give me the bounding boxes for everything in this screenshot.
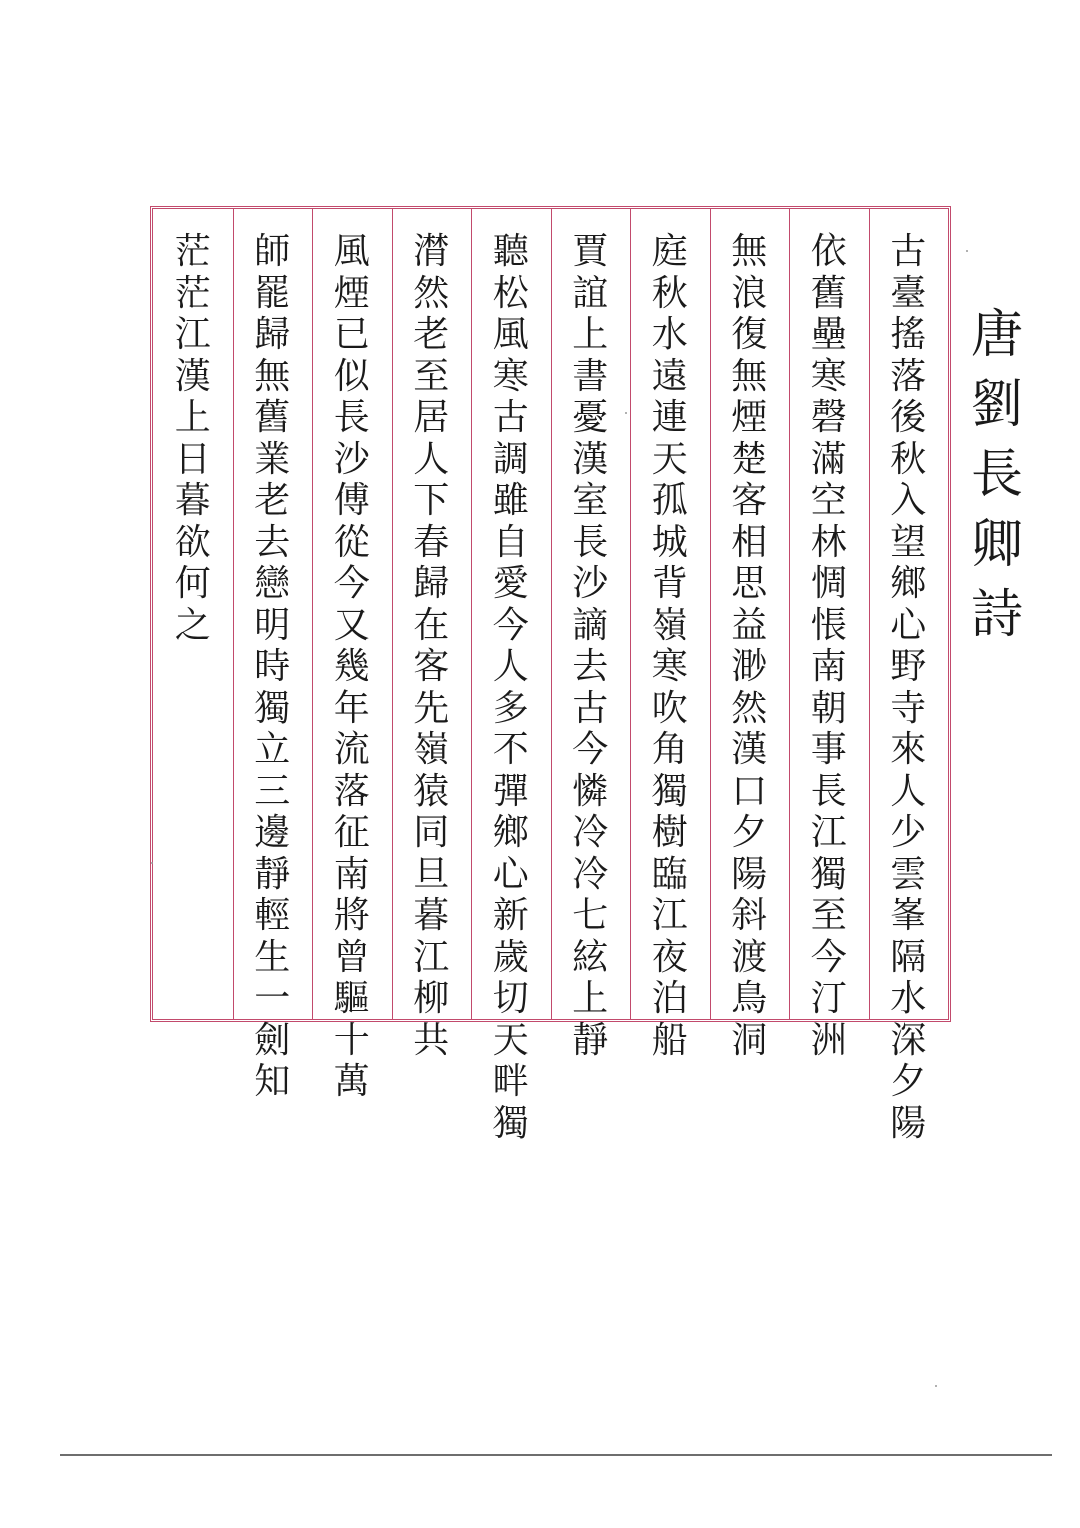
poem-character: 畔 [492,1061,529,1102]
poem-character: 居 [413,397,450,438]
poem-character: 長 [810,770,847,812]
poem-character: 客 [413,646,450,687]
poem-column [710,209,790,1061]
poem-character: 寒 [492,355,529,397]
poem-character: 從 [333,521,370,563]
poem-character: 之 [174,604,211,646]
poem-character: 口 [731,770,768,812]
paper-speck [935,1385,937,1387]
poem-character: 在 [413,604,450,646]
poem-character: 楚 [731,438,768,480]
poem-character: 日 [174,438,211,480]
poem-character: 角 [651,729,688,770]
poem-character: 搖 [890,314,927,355]
poem-character: 來 [890,729,927,770]
poem-character: 長 [572,521,609,563]
poem-character: 劍 [254,1019,291,1061]
poem-character: 歸 [413,563,450,604]
poem-character: 漢 [731,729,768,770]
poem-character: 十 [333,1019,370,1061]
poem-character: 獨 [254,687,291,729]
poem-column [789,209,869,1061]
poem-character: 船 [651,1019,688,1061]
poem-character: 江 [174,314,211,355]
poem-character: 漢 [174,355,211,397]
poem-character: 猿 [413,770,450,812]
poem-character: 柳 [413,978,450,1019]
poem-character: 今 [810,936,847,978]
poem-character: 夕 [731,812,768,853]
poem-character: 邊 [254,812,291,853]
paper-speck [625,412,627,414]
poem-character: 今 [572,729,609,770]
poem-character: 獨 [651,770,688,812]
poem-character: 謫 [572,604,609,646]
poem-character: 彈 [492,770,529,812]
poem-character: 渺 [731,646,768,687]
poem-character: 暮 [174,480,211,521]
poem-character: 庭 [651,231,688,272]
poem-character: 下 [413,480,450,521]
poem-character: 春 [413,521,450,563]
poem-character: 愛 [492,563,529,604]
poem-character: 立 [254,729,291,770]
writing-grid [150,206,951,1144]
poem-character: 寺 [890,687,927,729]
poem-character: 雲 [890,853,927,895]
poem-character: 遠 [651,355,688,397]
poem-character: 落 [333,770,370,812]
poem-character: 舊 [254,397,291,438]
poem-character: 調 [492,438,529,480]
poem-character: 似 [333,355,370,397]
page-bottom-line [60,1454,1052,1456]
poem-character: 益 [731,604,768,646]
poem-character: 一 [254,978,291,1019]
poem-character: 先 [413,687,450,729]
poem-character: 鄉 [890,563,927,604]
poem-character: 事 [810,729,847,770]
poem-character: 滿 [810,438,847,480]
poem-character: 依 [810,231,847,272]
poem-character: 室 [572,480,609,521]
poem-character: 師 [254,231,291,272]
poem-character: 陽 [890,1102,927,1144]
poem-character: 靜 [572,1019,609,1061]
poem-character: 城 [651,521,688,563]
poem-character: 心 [890,604,927,646]
poem-column [153,209,233,1019]
poem-character: 上 [572,314,609,355]
poem-character: 惆 [810,563,847,604]
poem-character: 七 [572,895,609,936]
poem-character: 水 [890,978,927,1019]
poem-character: 渡 [731,936,768,978]
poem-character: 誼 [572,272,609,314]
poem-character: 無 [731,355,768,397]
poem-character: 歸 [254,314,291,355]
poem-character: 老 [254,480,291,521]
poem-character: 自 [492,521,529,563]
poem-character: 萬 [333,1061,370,1102]
poem-character: 陽 [731,853,768,895]
poem-character: 斜 [731,895,768,936]
poem-character: 賈 [572,231,609,272]
poem-character: 嶺 [413,729,450,770]
poem-character: 人 [890,770,927,812]
poem-character: 傅 [333,480,370,521]
poem-character: 欲 [174,521,211,563]
poem-character: 時 [254,646,291,687]
poem-character: 多 [492,687,529,729]
poem-character: 秋 [890,438,927,480]
poem-character: 連 [651,397,688,438]
poem-character: 靜 [254,853,291,895]
poem-character: 同 [413,812,450,853]
poem-character: 憐 [572,770,609,812]
poem-character: 曾 [333,936,370,978]
poem-character: 征 [333,812,370,853]
poem-character: 望 [890,521,927,563]
poem-character: 流 [333,729,370,770]
poem-character: 朝 [810,687,847,729]
poem-character: 共 [413,1019,450,1061]
poem-character: 寒 [651,646,688,687]
poem-column [392,209,472,1061]
poem-character: 知 [254,1061,291,1102]
poem-character: 何 [174,563,211,604]
poem-character: 天 [492,1019,529,1061]
poem-character: 入 [890,480,927,521]
poem-character: 洲 [810,1019,847,1061]
title-character: 長 [970,445,1023,505]
poem-character: 南 [333,853,370,895]
poem-character: 明 [254,604,291,646]
poem-character: 秋 [651,272,688,314]
poem-character: 古 [492,397,529,438]
poem-character: 又 [333,604,370,646]
title-character: 詩 [970,585,1023,645]
poem-character: 水 [651,314,688,355]
poem-character: 林 [810,521,847,563]
poem-column [312,209,392,1102]
poem-character: 相 [731,521,768,563]
poem-character: 去 [254,521,291,563]
poem-character: 後 [890,397,927,438]
poem-character: 茫 [174,272,211,314]
poem-character: 生 [254,936,291,978]
poem-character: 輕 [254,895,291,936]
poem-character: 天 [651,438,688,480]
poem-column [551,209,631,1061]
poem-character: 旦 [413,853,450,895]
poem-character: 歲 [492,936,529,978]
poem-character: 煙 [333,272,370,314]
poem-character: 老 [413,314,450,355]
poem-character: 上 [572,978,609,1019]
poem-character: 聽 [492,231,529,272]
poem-character: 鳥 [731,978,768,1019]
poem-character: 今 [333,563,370,604]
poem-character: 古 [890,231,927,272]
poem-character: 浪 [731,272,768,314]
poem-character: 背 [651,563,688,604]
poem-character: 長 [333,397,370,438]
poem-character: 峯 [890,895,927,936]
poem-column [233,209,313,1102]
poem-character: 三 [254,770,291,812]
poem-character: 將 [333,895,370,936]
poem-character: 人 [413,438,450,480]
poem-character: 風 [492,314,529,355]
paper-speck [966,250,968,252]
poem-character: 心 [492,853,529,895]
poem-character: 野 [890,646,927,687]
title-character: 卿 [970,515,1023,575]
poem-character: 驅 [333,978,370,1019]
poem-character: 書 [572,355,609,397]
poem-character: 幾 [333,646,370,687]
poem-character: 潸 [413,231,450,272]
poem-character: 上 [174,397,211,438]
poem-character: 臺 [890,272,927,314]
poem-character: 至 [810,895,847,936]
poem-character: 夜 [651,936,688,978]
poem-character: 鄉 [492,812,529,853]
poem-character: 戀 [254,563,291,604]
poem-character: 空 [810,480,847,521]
poem-character: 雖 [492,480,529,521]
poem-character: 江 [413,936,450,978]
title-character: 劉 [970,375,1023,435]
poem-character: 煙 [731,397,768,438]
poem-character: 沙 [572,563,609,604]
poem-character: 臨 [651,853,688,895]
poem-column [471,209,551,1144]
poem-character: 憂 [572,397,609,438]
poem-character: 冷 [572,853,609,895]
poem-character: 然 [731,687,768,729]
poem-character: 已 [333,314,370,355]
poem-character: 風 [333,231,370,272]
poem-character: 無 [254,355,291,397]
poem-character: 洞 [731,1019,768,1061]
poem-character: 冷 [572,812,609,853]
poem-column [869,209,949,1144]
poem-character: 汀 [810,978,847,1019]
poem-character: 茫 [174,231,211,272]
poem-character: 不 [492,729,529,770]
poem-character: 隔 [890,936,927,978]
poem-character: 落 [890,355,927,397]
poem-character: 江 [651,895,688,936]
poem-character: 思 [731,563,768,604]
poem-character: 切 [492,978,529,1019]
poem-character: 沙 [333,438,370,480]
poem-character: 少 [890,812,927,853]
poem-character: 悵 [810,604,847,646]
poem-character: 無 [731,231,768,272]
poem-character: 絃 [572,936,609,978]
poem-column [630,209,710,1061]
poem-character: 寒 [810,355,847,397]
poem-character: 吹 [651,687,688,729]
poem-character: 暮 [413,895,450,936]
poem-character: 至 [413,355,450,397]
poem-character: 嶺 [651,604,688,646]
poem-character: 樹 [651,812,688,853]
poem-character: 人 [492,646,529,687]
poem-character: 南 [810,646,847,687]
poem-character: 松 [492,272,529,314]
poem-character: 江 [810,812,847,853]
poem-character: 去 [572,646,609,687]
poem-character: 漢 [572,438,609,480]
poem-character: 獨 [810,853,847,895]
poem-character: 深 [890,1019,927,1061]
poem-character: 復 [731,314,768,355]
poem-character: 客 [731,480,768,521]
title-character: 唐 [970,305,1023,365]
poem-character: 古 [572,687,609,729]
poem-character: 壘 [810,314,847,355]
poem-character: 業 [254,438,291,480]
poem-character: 夕 [890,1061,927,1102]
poem-character: 新 [492,895,529,936]
poem-character: 孤 [651,480,688,521]
paper-speck [151,862,153,864]
poem-character: 舊 [810,272,847,314]
poem-title [962,300,1032,650]
poem-character: 然 [413,272,450,314]
poem-character: 獨 [492,1102,529,1144]
poem-character: 今 [492,604,529,646]
poem-character: 年 [333,687,370,729]
poem-character: 罷 [254,272,291,314]
poem-character: 泊 [651,978,688,1019]
poem-character: 磬 [810,397,847,438]
